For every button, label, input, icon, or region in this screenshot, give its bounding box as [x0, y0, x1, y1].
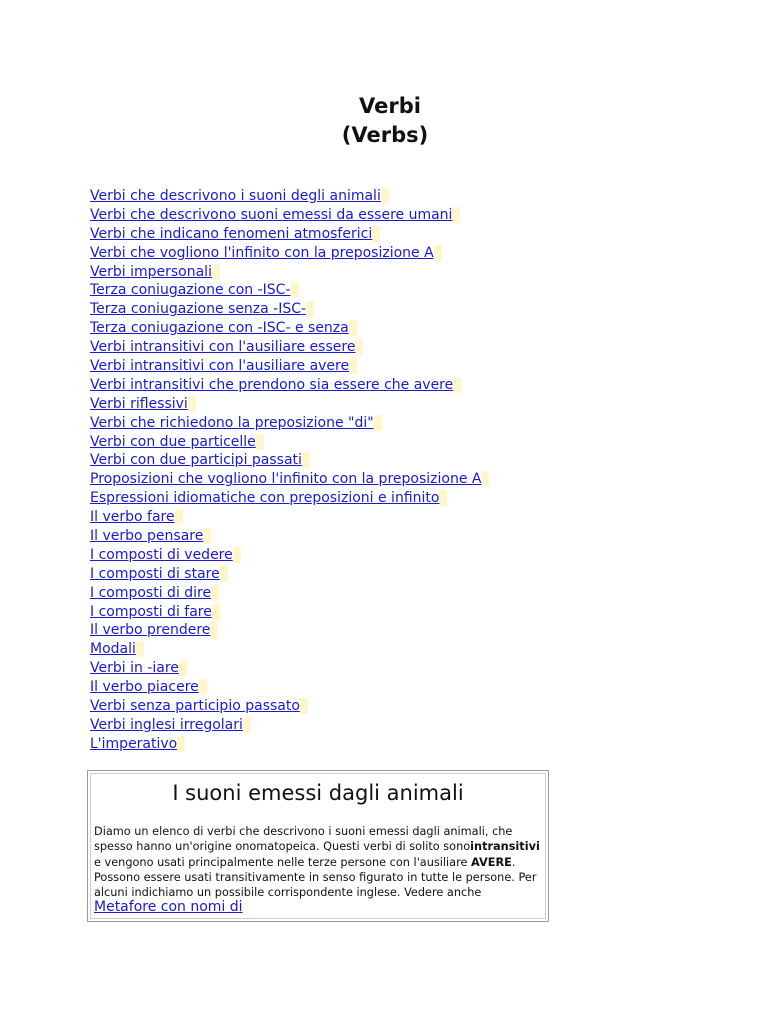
list-item [90, 507, 489, 526]
list-item [90, 318, 489, 337]
list-item [90, 583, 489, 602]
section-paragraph [91, 824, 545, 916]
list-item [90, 469, 489, 488]
topic-link[interactable]: Proposizioni che vogliono l'infinito con la preposizione A [90, 471, 489, 487]
topic-link[interactable]: Verbi riflessivi [90, 396, 196, 412]
list-item [90, 413, 489, 432]
paragraph-text-1: Diamo un elenco di verbi che descrivono i suoni emessi dagli animali, che spesso hanno un'origine onomatopeica. Questi verbi di solito sono [94, 825, 513, 854]
topic-link[interactable]: Verbi con due particelle [90, 434, 264, 450]
section-inner-frame [90, 773, 546, 919]
topic-link[interactable]: Terza coniugazione con -ISC- e senza [90, 320, 357, 336]
metafore-link[interactable]: Metafore con nomi di [94, 899, 243, 916]
topic-link[interactable]: Espressioni idiomatiche con preposizioni e infinito [90, 490, 447, 506]
topic-link[interactable]: Verbi intransitivi con l'ausiliare avere [90, 358, 357, 374]
page-title [0, 92, 768, 150]
list-item [90, 602, 489, 621]
list-item [90, 356, 489, 375]
list-item [90, 677, 489, 696]
topic-link[interactable]: Verbi che indicano fenomeni atmosferici [90, 226, 380, 242]
list-item [90, 394, 489, 413]
topic-link[interactable]: Terza coniugazione con -ISC- [90, 282, 299, 298]
topic-link[interactable]: Verbi che descrivono suoni emessi da essere umani [90, 207, 460, 223]
list-item [90, 375, 489, 394]
page-title-line-2: (Verbs) [341, 123, 429, 147]
list-item [90, 658, 489, 677]
paragraph-bold-avere: AVERE [471, 855, 512, 869]
topic-link[interactable]: Il verbo prendere [90, 622, 218, 638]
topic-link[interactable]: I composti di vedere [90, 547, 241, 563]
list-item [90, 205, 489, 224]
list-item [90, 488, 489, 507]
topic-link[interactable]: Verbi senza participio passato [90, 698, 308, 714]
topic-link[interactable]: I composti di stare [90, 566, 228, 582]
list-item [90, 734, 489, 753]
list-item [90, 450, 489, 469]
list-item [90, 262, 489, 281]
list-item [90, 715, 489, 734]
list-item [90, 224, 489, 243]
list-item [90, 432, 489, 451]
paragraph-text-3: . Possono essere usati transitivamente in senso figurato in tutte le persone. Per alcuni indichiamo un possibile corrispondente inglese. Vedere anche [94, 855, 537, 900]
list-item [90, 620, 489, 639]
animal-sounds-section [87, 770, 549, 922]
list-item [90, 243, 489, 262]
paragraph-bold-intransitivi: intransitivi [470, 840, 540, 854]
topic-link[interactable]: Verbi intransitivi che prendono sia essere che avere [90, 377, 461, 393]
topic-link[interactable]: Terza coniugazione senza -ISC- [90, 301, 314, 317]
list-item [90, 545, 489, 564]
topic-link[interactable]: Il verbo fare [90, 509, 183, 525]
list-item [90, 280, 489, 299]
list-item [90, 526, 489, 545]
page-title-line-1: Verbi [359, 94, 421, 118]
list-item [90, 564, 489, 583]
topic-link[interactable]: Modali [90, 641, 144, 657]
list-item [90, 299, 489, 318]
topic-link-list [90, 186, 489, 753]
topic-link[interactable]: Verbi intransitivi con l'ausiliare essere [90, 339, 363, 355]
topic-link[interactable]: Il verbo pensare [90, 528, 211, 544]
list-item [90, 337, 489, 356]
topic-link[interactable]: L'imperativo [90, 736, 185, 752]
topic-link[interactable]: Verbi che descrivono i suoni degli animali [90, 188, 389, 204]
paragraph-text-2: e vengono usati principalmente nelle terze persone con l'ausiliare [94, 855, 472, 869]
topic-link[interactable]: Verbi con due participi passati [90, 452, 310, 468]
list-item [90, 639, 489, 658]
topic-link[interactable]: Verbi impersonali [90, 264, 220, 280]
topic-link[interactable]: Verbi in -iare [90, 660, 187, 676]
section-heading: I suoni emessi dagli animali [172, 781, 464, 805]
topic-link[interactable]: I composti di fare [90, 604, 220, 620]
list-item [90, 186, 489, 205]
topic-link[interactable]: Verbi che richiedono la preposizione "di" [90, 415, 382, 431]
topic-link[interactable]: I composti di dire [90, 585, 219, 601]
list-item [90, 696, 489, 715]
topic-link[interactable]: Verbi che vogliono l'infinito con la preposizione A [90, 245, 442, 261]
topic-link[interactable]: Verbi inglesi irregolari [90, 717, 251, 733]
topic-link[interactable]: Il verbo piacere [90, 679, 207, 695]
